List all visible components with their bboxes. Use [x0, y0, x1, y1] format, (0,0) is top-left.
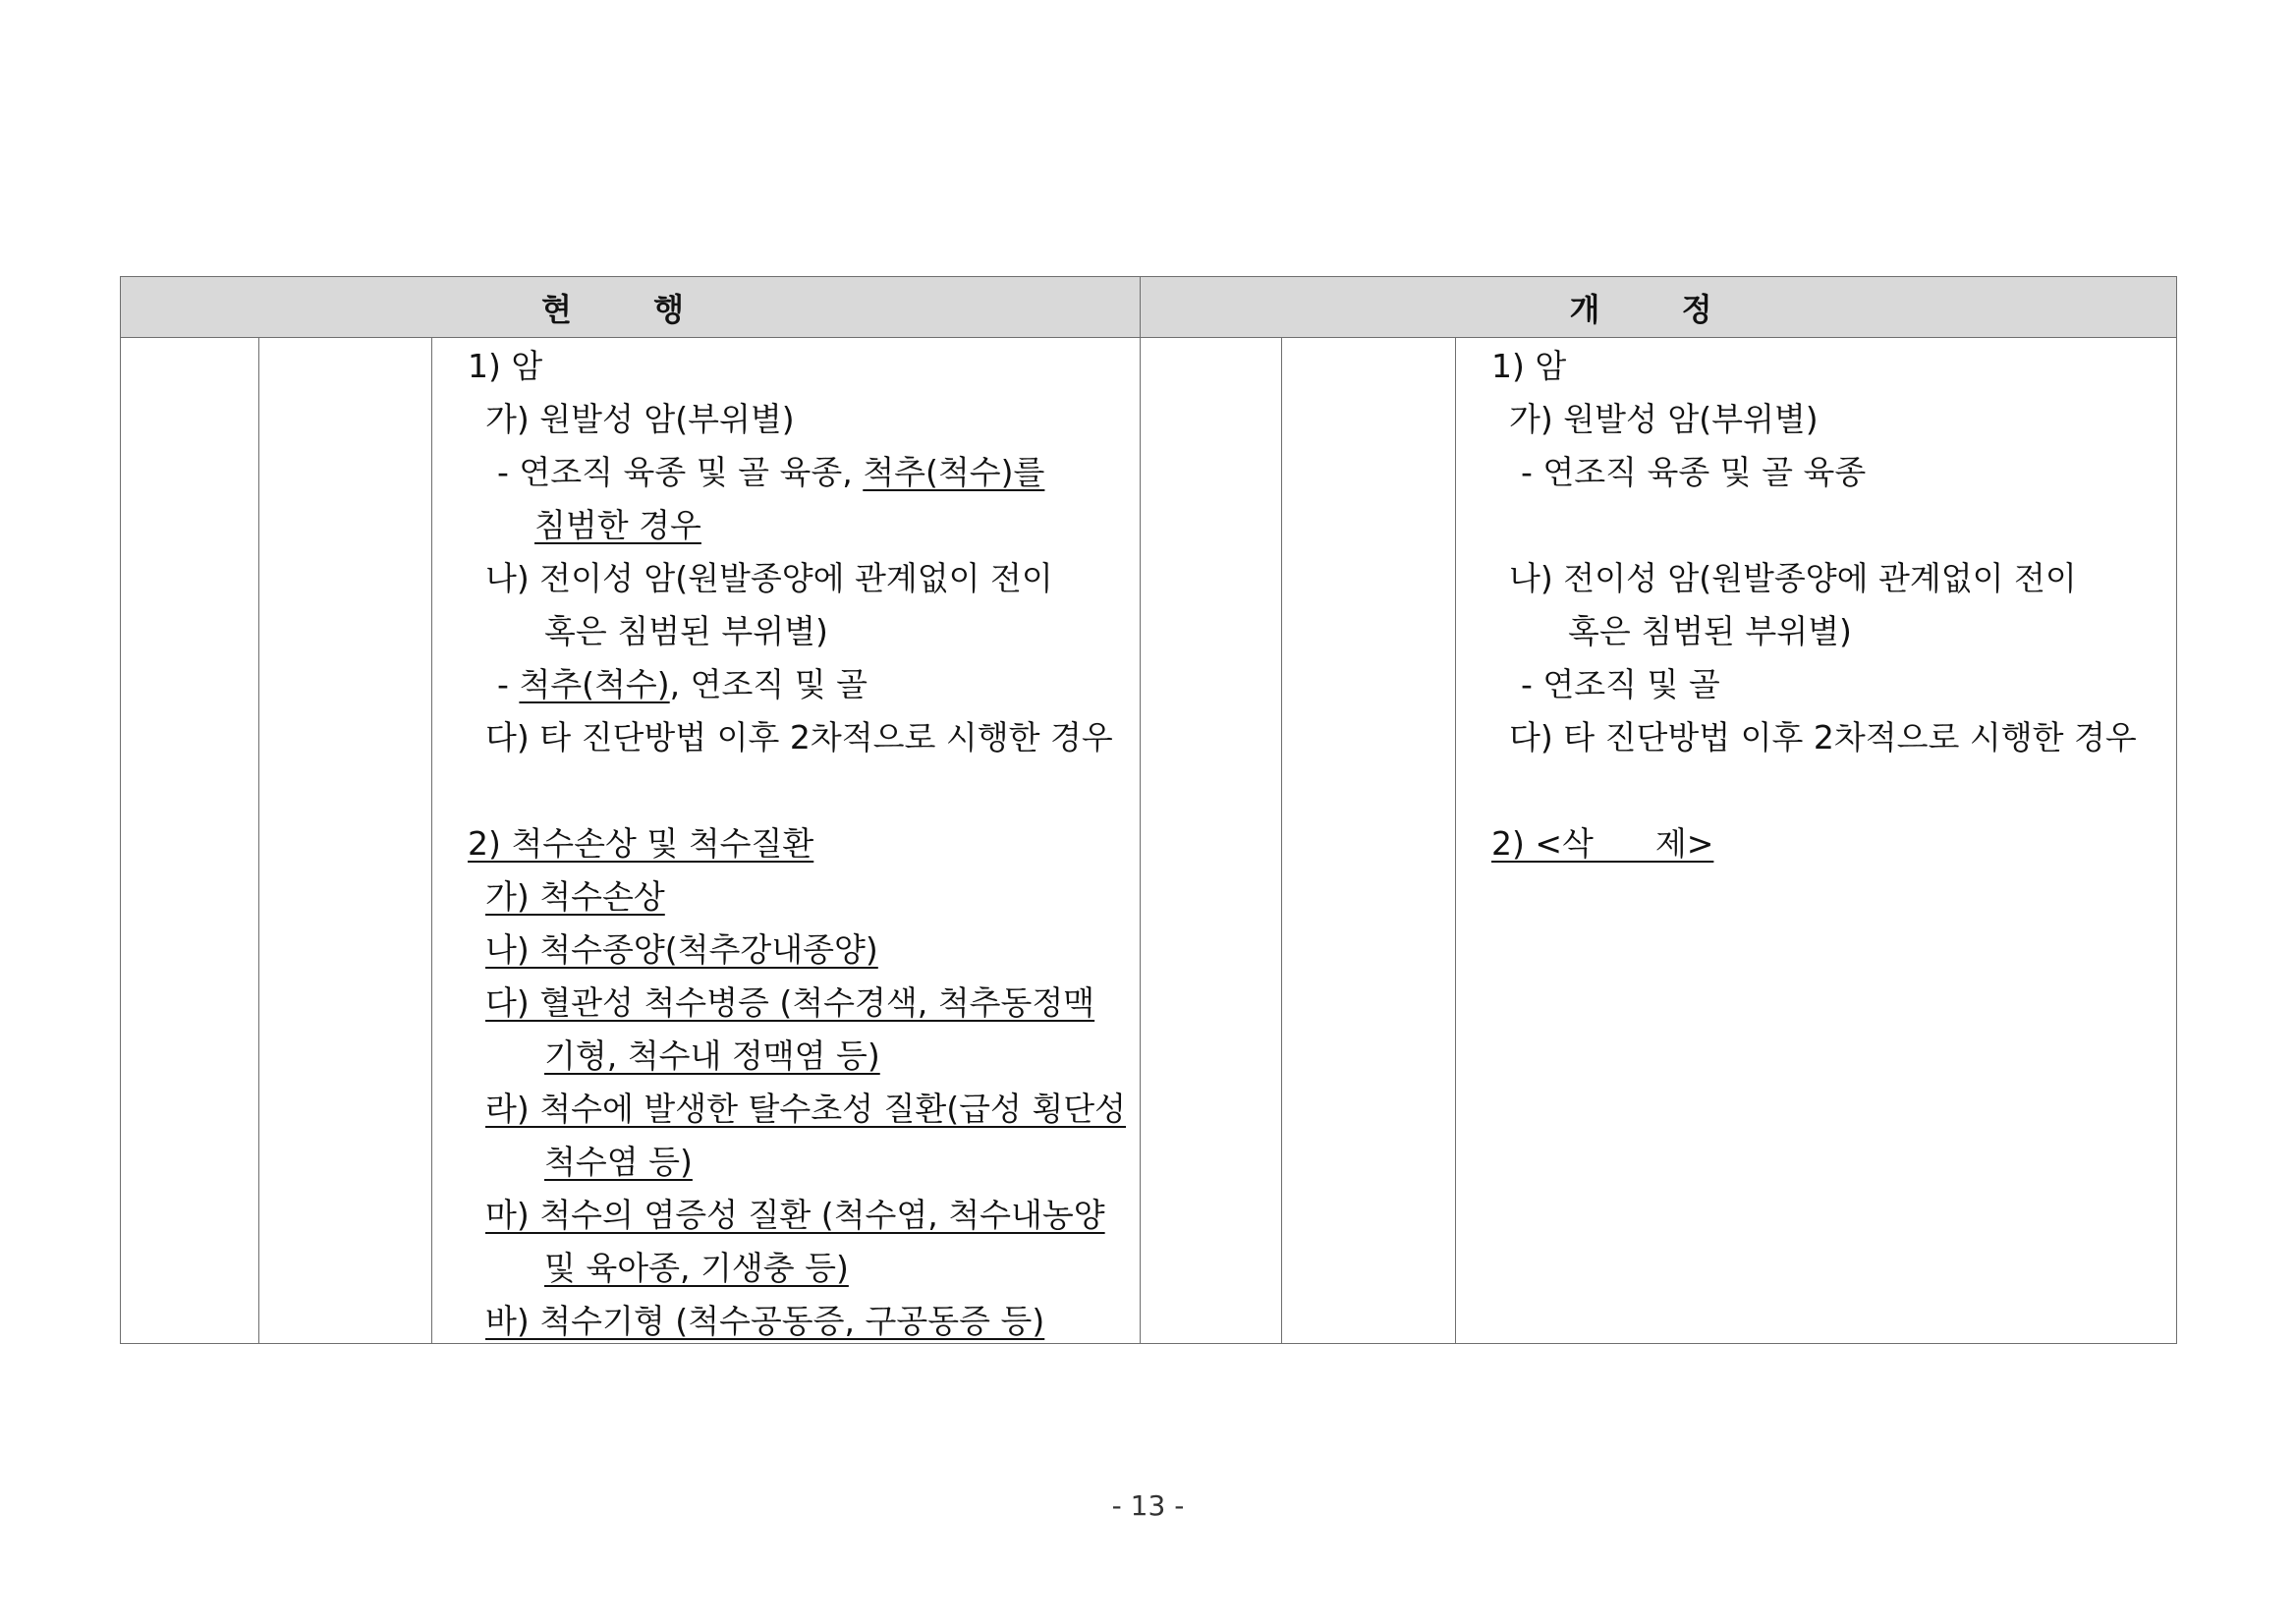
revised-item-bullet: - 연조직 및 골 [1521, 665, 1720, 703]
current-line [485, 711, 1113, 764]
current-line [534, 499, 701, 552]
current-item-na-cont: 혹은 침범된 부위별) [544, 612, 828, 650]
current-underlined-text: 기형, 척수내 정맥염 등) [544, 1036, 880, 1075]
current-item-da: 다) 타 진단방법 이후 2차적으로 시행한 경우 [485, 718, 1113, 756]
header-row [121, 277, 2177, 338]
current-underlined-text: 및 육아종, 기생충 등) [544, 1249, 849, 1287]
current-item-ga: 가) 원발성 암(부위별) [485, 400, 795, 438]
current-line [485, 393, 795, 446]
revised-item-na: 나) 전이성 암(원발종양에 관계없이 전이 [1509, 559, 2077, 597]
current-item-2-heading: 2) 척수손상 및 척수질환 [468, 824, 814, 863]
revised-item-ga: 가) 원발성 암(부위별) [1509, 400, 1819, 438]
revised-col-1 [1141, 338, 1282, 1344]
current-bullet: - [497, 665, 520, 703]
current-item-bullet-text: - 연조직 육종 및 골 육종, [497, 453, 864, 491]
current-underlined-text: 척수염 등) [544, 1143, 693, 1181]
current-col-2 [259, 338, 432, 1344]
current-underlined-text: 다) 혈관성 척수병증 (척수경색, 척추동정맥 [485, 983, 1095, 1022]
current-col-1 [121, 338, 259, 1344]
current-underlined-text: 나) 척수종양(척추강내종양) [485, 930, 878, 969]
current-line [485, 977, 1094, 1030]
revised-item-bullet: - 연조직 육종 및 골 육종 [1521, 453, 1867, 491]
current-line [485, 1189, 1105, 1242]
current-line [544, 605, 828, 658]
current-content-cell [432, 338, 1141, 1344]
current-underlined-text: 척추(척수) [519, 665, 670, 703]
current-underlined-text: 척추(척수)를 [863, 453, 1045, 491]
page-number: - 13 - [1111, 1489, 1185, 1522]
current-line [485, 924, 878, 977]
comparison-table [120, 276, 2177, 1344]
revised-line [1491, 817, 1713, 870]
body-row [121, 338, 2177, 1344]
header-current: 현 행 [121, 277, 1141, 338]
current-line [485, 1083, 1126, 1136]
revised-line [1521, 446, 1866, 499]
current-underlined-text: 바) 척수기형 (척수공동증, 구공동증 등) [485, 1302, 1045, 1340]
revised-line [1568, 605, 1852, 658]
current-line [544, 1030, 880, 1083]
revised-item-1-heading: 1) 암 [1491, 347, 1567, 385]
revised-item-da: 다) 타 진단방법 이후 2차적으로 시행한 경우 [1509, 718, 2137, 756]
current-item-1-heading: 1) 암 [468, 347, 543, 385]
current-line [544, 1242, 849, 1295]
current-line [544, 1136, 693, 1189]
revised-line [1509, 393, 1819, 446]
header-revised: 개 정 [1141, 277, 2177, 338]
current-underlined-text: 침범한 경우 [534, 506, 701, 544]
current-underlined-text: 라) 척수에 발생한 탈수초성 질환(급성 횡단성 [485, 1090, 1127, 1128]
current-line [468, 340, 542, 393]
current-line [497, 446, 1044, 499]
revised-item-na-cont: 혹은 침범된 부위별) [1568, 612, 1852, 650]
current-line [485, 870, 665, 924]
revised-content-cell [1456, 338, 2177, 1344]
current-line [497, 658, 868, 711]
revised-line [1491, 340, 1566, 393]
current-line [485, 1295, 1044, 1348]
current-content [432, 338, 1140, 1343]
current-item-na: 나) 전이성 암(원발종양에 관계없이 전이 [485, 559, 1053, 597]
revised-col-2 [1282, 338, 1456, 1344]
current-underlined-text: 가) 척수손상 [485, 877, 665, 916]
current-line [485, 552, 1053, 605]
current-underlined-text: 마) 척수의 염증성 질환 (척수염, 척수내농양 [485, 1196, 1105, 1234]
revised-line [1521, 658, 1720, 711]
current-item-text: , 연조직 및 골 [669, 665, 868, 703]
current-line [468, 817, 813, 870]
revised-item-2-deleted: 2) <삭 제> [1491, 824, 1714, 863]
revised-content [1456, 338, 2176, 1343]
revised-line [1509, 552, 2077, 605]
revised-line [1509, 711, 2137, 764]
